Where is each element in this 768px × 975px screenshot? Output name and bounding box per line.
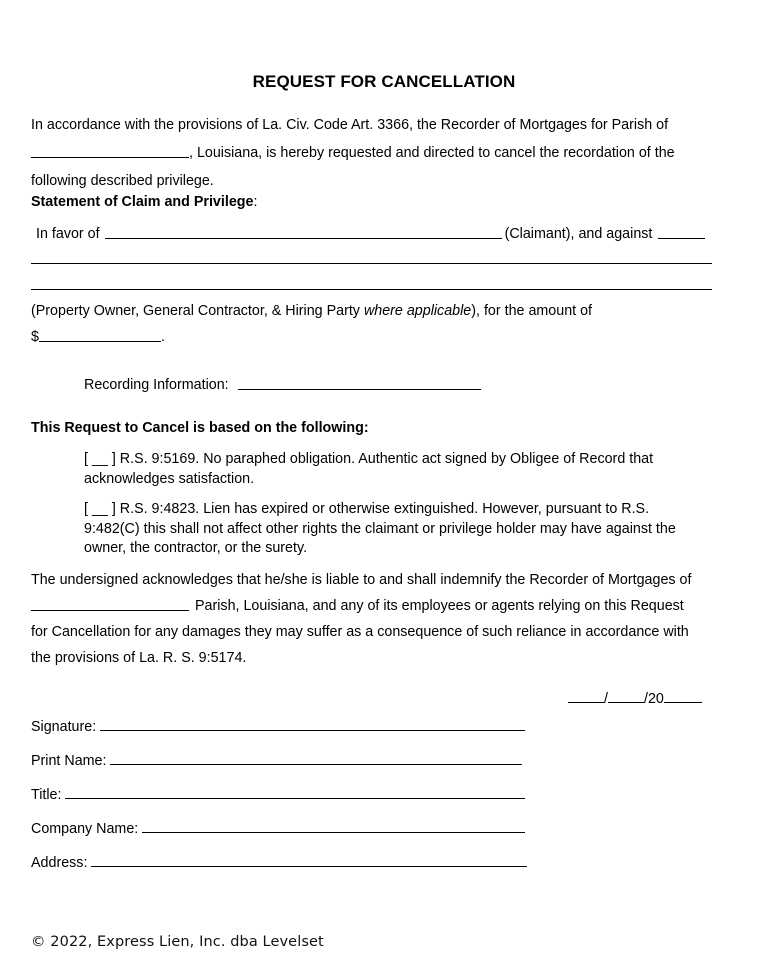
recording-information-row	[84, 370, 481, 401]
address-field-row[interactable]	[31, 854, 531, 871]
company-name-label: Company Name:	[31, 821, 139, 837]
date-separator-1: /	[604, 691, 608, 707]
amount-period: .	[160, 329, 165, 345]
against-party-blank-input[interactable]	[658, 225, 705, 239]
intro-text-line-3: following described privilege.	[31, 173, 214, 189]
amount-blank-input[interactable]	[39, 328, 161, 342]
recording-information-blank-input[interactable]	[238, 376, 481, 390]
address-blank-input[interactable]	[91, 854, 527, 867]
dollar-sign-label: $	[31, 329, 39, 345]
indemnity-text-line-1: The undersigned acknowledges that he/she is liable to and shall indemnify the Recorder of Mortgages of	[31, 572, 692, 588]
parties-note-prefix: (Property Owner, General Contractor, & Hiring Party	[31, 303, 364, 319]
address-label: Address:	[31, 855, 88, 871]
intro-text-line-2: , Louisiana, is hereby requested and directed to cancel the recordation of the	[189, 145, 675, 161]
recording-information-label: Recording Information:	[84, 377, 229, 393]
title-blank-input[interactable]	[65, 786, 525, 799]
parties-note-suffix: ), for the amount of	[471, 303, 593, 319]
print-name-label: Print Name:	[31, 753, 107, 769]
in-favor-of-label: In favor of	[36, 226, 100, 242]
print-name-blank-input[interactable]	[110, 752, 522, 765]
signature-blank-input[interactable]	[100, 718, 525, 731]
against-party-blank-line-3[interactable]	[31, 289, 712, 290]
date-row[interactable]	[568, 690, 702, 707]
statement-heading-text: Statement of Claim and Privilege	[31, 194, 254, 210]
company-name-field-row[interactable]	[31, 820, 531, 837]
company-name-blank-input[interactable]	[142, 820, 525, 833]
statement-heading-colon: :	[253, 194, 258, 210]
date-separator-2: /20	[643, 691, 664, 707]
in-favor-of-row	[36, 219, 705, 250]
basis-heading: This Request to Cancel is based on the following:	[31, 420, 369, 436]
statement-heading	[31, 187, 257, 218]
claimant-note-label: (Claimant), and against	[504, 226, 653, 242]
indemnity-text-line-4: the provisions of La. R. S. 9:5174.	[31, 650, 247, 666]
title-label: Title:	[31, 787, 62, 803]
signature-field-row[interactable]	[31, 718, 531, 735]
indemnity-text-line-2: Parish, Louisiana, and any of its employees or agents relying on this Request	[195, 598, 684, 614]
basis-item-1[interactable]	[84, 450, 696, 489]
intro-text-line-1: In accordance with the provisions of La. Civ. Code Art. 3366, the Recorder of Mortgages for Parish of	[31, 117, 669, 133]
indemnity-paragraph-line-4	[31, 643, 731, 674]
parish-blank-input[interactable]	[31, 144, 189, 158]
signature-label: Signature:	[31, 719, 97, 735]
basis-item-2[interactable]	[84, 500, 696, 559]
print-name-field-row[interactable]	[31, 752, 531, 769]
date-year-blank-input[interactable]	[664, 690, 702, 703]
intro-paragraph-line-1	[31, 110, 721, 141]
claimant-name-blank-input[interactable]	[105, 225, 502, 239]
page-title: REQUEST FOR CANCELLATION	[252, 72, 516, 91]
intro-paragraph-line-2	[31, 138, 731, 169]
date-month-blank-input[interactable]	[568, 690, 604, 703]
parties-note-italic: where applicable	[363, 303, 472, 319]
basis-item-1-text: R.S. 9:5169. No paraphed obligation. Authentic act signed by Obligee of Record that acknowledges satisfaction.	[84, 451, 654, 487]
date-day-blank-input[interactable]	[608, 690, 644, 703]
basis-item-2-checkbox[interactable]: [ __ ]	[84, 501, 116, 517]
copyright-footer: © 2022, Express Lien, Inc. dba Levelset	[31, 934, 324, 950]
amount-row	[31, 322, 165, 353]
title-field-row[interactable]	[31, 786, 531, 803]
against-party-blank-line-2[interactable]	[31, 263, 712, 264]
indemnity-parish-blank-input[interactable]	[31, 597, 189, 611]
indemnity-text-line-3: for Cancellation for any damages they may suffer as a consequence of such reliance in accordance with	[31, 624, 689, 640]
basis-item-1-checkbox[interactable]: [ __ ]	[84, 451, 116, 467]
basis-item-2-text: R.S. 9:4823. Lien has expired or otherwise extinguished. However, pursuant to R.S. 9:482(C) this shall not affect other rights the claimant or privilege holder may have against the owner, the contractor, or the surety.	[84, 501, 676, 556]
